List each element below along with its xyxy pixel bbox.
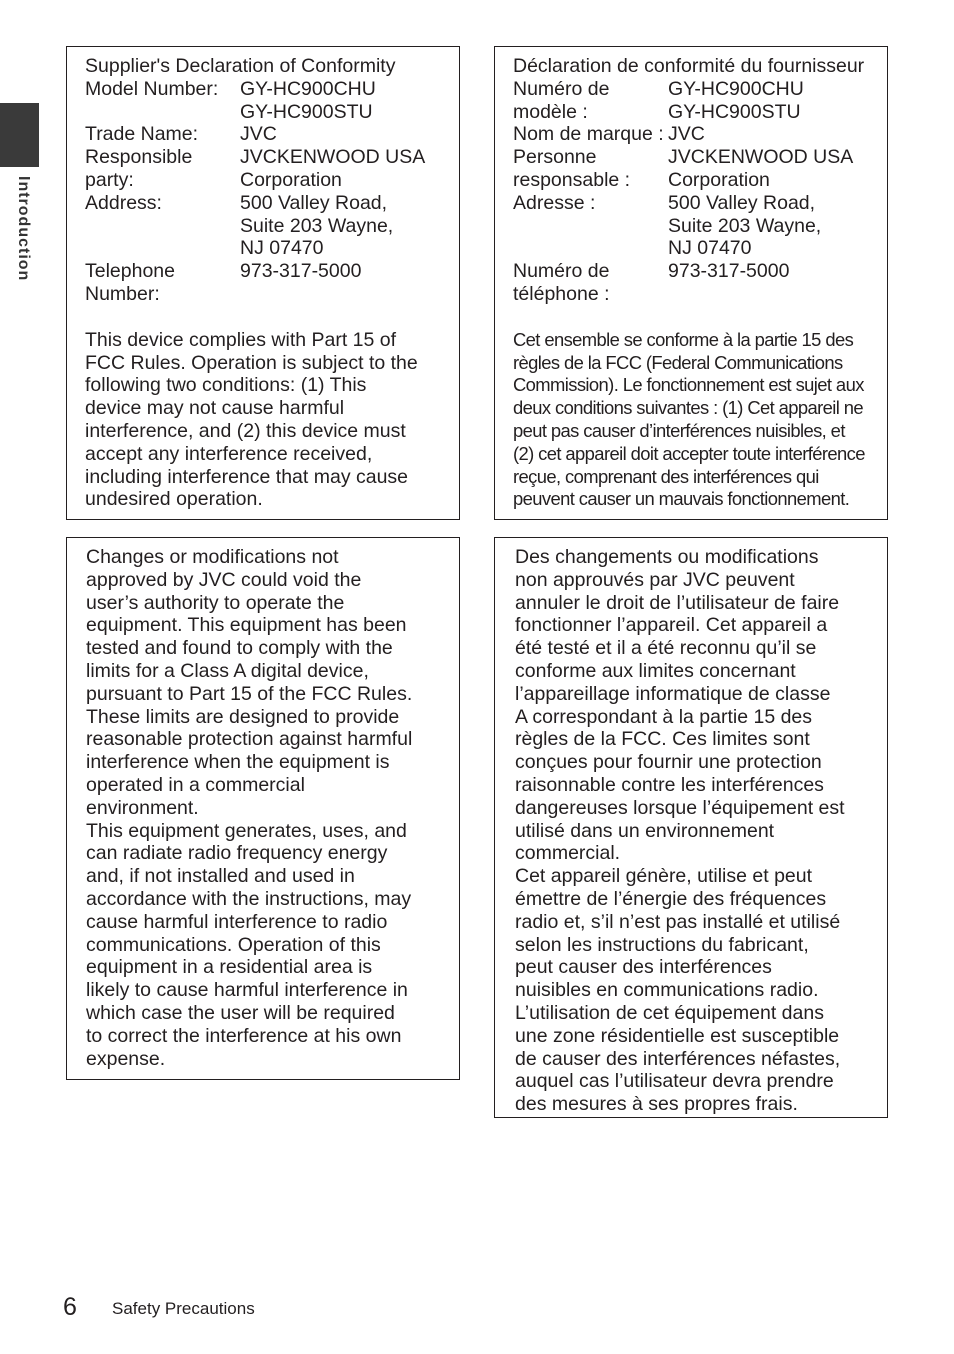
declaration-row-responsible-party: [85, 146, 459, 192]
row-value: JVCKENWOOD USA Corporation: [240, 146, 426, 191]
row-label: Personne responsable :: [513, 146, 631, 191]
row-label: Nom de marque :: [513, 123, 664, 146]
row-value: GY-HC900CHU GY-HC900STU: [668, 77, 804, 123]
declaration-row-telephone: [85, 260, 459, 306]
section-tab-marker: [0, 103, 39, 167]
declaration-row-model: [85, 78, 459, 124]
row-label: Numéro de modèle :: [513, 77, 610, 123]
french-changes-notice-text: Des changements ou modifications non approuvés par JVC peuvent annuler le droit de l’utilisateur de faire fonctionner l’appareil. Cet appareil a été testé et il a été reconnu qu’il se conforme aux limites concernant l’appareillage informatique de classe A correspondant à la partie 15 des règles de la FCC. Ces limites sont conçues pour fournir une protection raisonnable contre les interférences dangereuses lorsque l’équipement est utilisé dans un environnement commercial. Cet appareil génère, utilise et peut émettre de l’énergie des fréquences radio et, s’il n’est pas installé et utilisé selon les instructions du fabricant, peut causer des interférences nuisibles en communications radio. L’utilisation de cet équipement dans une zone résidentielle est susceptible de causer des interférences néfastes, auquel cas l’utilisateur devra prendre des mesures à ses propres frais.: [515, 546, 845, 1116]
footer-section-title: Safety Precautions: [112, 1299, 255, 1318]
french-declaration-title: Déclaration de conformité du fournisseur: [513, 55, 865, 77]
declaration-row-address: [513, 192, 887, 260]
english-declaration-table: [85, 78, 459, 306]
row-label: Trade Name:: [85, 123, 199, 146]
english-changes-notice-box: [66, 537, 460, 1080]
french-declaration-box: [494, 46, 888, 520]
french-changes-notice-box: [494, 537, 888, 1118]
section-tab-label: Introduction: [15, 176, 32, 282]
french-declaration-table: [513, 78, 887, 306]
row-value: JVC: [240, 123, 277, 146]
row-value: 973-317-5000: [668, 260, 790, 283]
declaration-row-trade-name: [85, 123, 459, 146]
row-value: 500 Valley Road, Suite 203 Wayne, NJ 07470: [240, 191, 394, 260]
declaration-row-address: [85, 192, 459, 260]
declaration-row-model: [513, 78, 887, 124]
row-label: Numéro de téléphone :: [513, 260, 610, 305]
declaration-row-responsible-party: [513, 146, 887, 192]
row-label: Model Number:: [85, 77, 219, 100]
english-declaration-title: Supplier's Declaration of Conformity: [85, 55, 396, 77]
row-label: Responsible party:: [85, 146, 193, 191]
declaration-row-trade-name: [513, 123, 887, 146]
declaration-row-telephone: [513, 260, 887, 306]
english-declaration-box: [66, 46, 460, 520]
row-value: GY-HC900CHU GY-HC900STU: [240, 77, 376, 123]
row-value: 500 Valley Road, Suite 203 Wayne, NJ 07470: [668, 191, 822, 260]
row-label: Adresse :: [513, 191, 596, 214]
english-fcc-statement: This device complies with Part 15 of FCC Rules. Operation is subject to the following two conditions: (1) This device may not cause harmful interference, and (2) this device must accept any interference received, including interference that may cause undesired operation.: [85, 328, 418, 511]
page-number: 6: [63, 1293, 77, 1321]
row-label: Address:: [85, 191, 162, 214]
row-value: JVCKENWOOD USA Corporation: [668, 146, 854, 191]
row-value: JVC: [668, 123, 705, 146]
row-value: 973-317-5000: [240, 260, 362, 283]
row-label: Telephone Number:: [85, 260, 175, 305]
french-fcc-statement: Cet ensemble se conforme à la partie 15 des règles de la FCC (Federal Communications Commission). Le fonctionnement est sujet aux deux conditions suivantes : (1) Cet appareil ne peut pas causer d’interférences nuisibles, et (2) cet appareil doit accepter toute interférence reçue, comprenant des interférences qui peuvent causer un mauvais fonctionnement.: [513, 328, 865, 510]
english-changes-notice-text: Changes or modifications not approved by JVC could void the user’s authority to operate the equipment. This equipment has been tested and found to comply with the limits for a Class A digital device, pursuant to Part 15 of the FCC Rules. These limits are designed to provide reasonable protection against harmful interference when the equipment is operated in a commercial environment. This equipment generates, uses, and can radiate radio frequency energy and, if not installed and used in accordance with the instructions, may cause harmful interference to radio communications. Operation of this equipment in a residential area is likely to cause harmful interference in which case the user will be required to correct the interference at his own expense.: [86, 546, 413, 1070]
